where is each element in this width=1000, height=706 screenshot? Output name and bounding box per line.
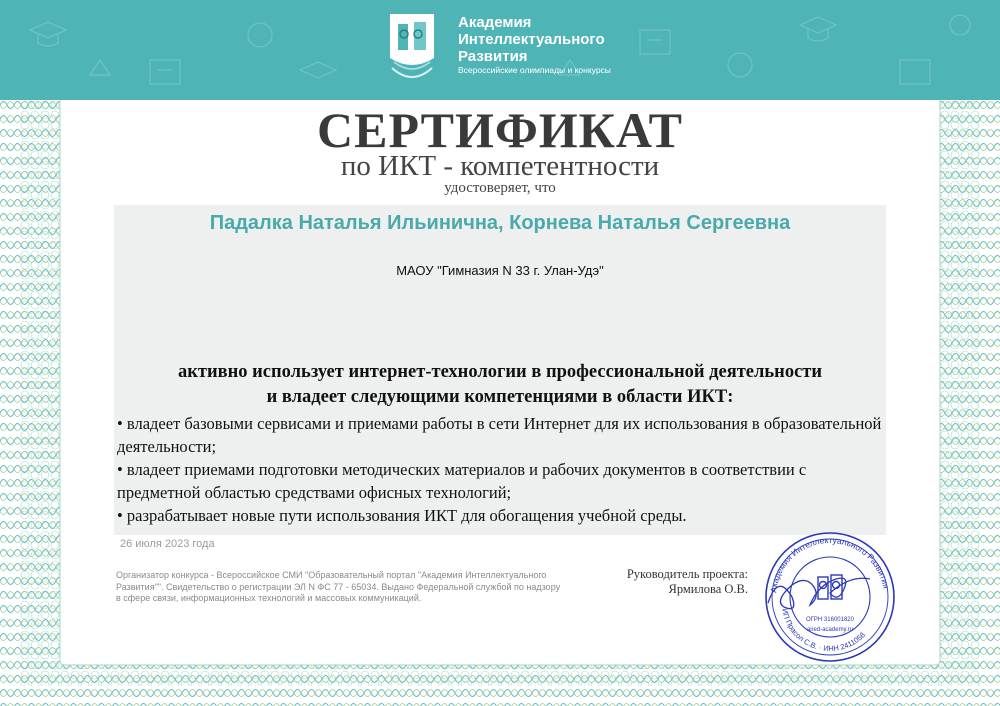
header-band	[0, 0, 1000, 100]
recipient-names: Падалка Наталья Ильинична, Корнева Наталья Сергеевна	[209, 212, 791, 234]
stamp-ogrn: ОГРН 316001820	[806, 617, 854, 623]
competency-item: • владеет базовыми сервисами и приемами работы в сети Интернет для их использования в образовательной деятельности;	[117, 414, 882, 456]
official-stamp	[760, 525, 900, 665]
certifies-text: удостоверяет, что	[444, 180, 556, 196]
stamp-ring-bottom-text: ИП Прасол С.В. · ИНН 2411058	[780, 607, 868, 654]
brand-tagline: Всероссийские олимпиады и конкурсы	[458, 65, 611, 75]
project-leader	[560, 567, 748, 597]
brand-name-line-1: Академия	[458, 14, 532, 31]
leader-name: Ярмилова О.В.	[668, 582, 748, 596]
competency-list	[117, 412, 883, 527]
stamp-ring-top-text: Академия Интеллектуального Развития	[768, 534, 892, 594]
organizer-note: Организатор конкурса - Всероссийское СМИ "Образовательный портал "Академия Интеллектуального Развития"". Свидетельство о регистрации ЭЛ N ФС 77 - 65034. Выдано Федеральной службой по надзору в сфере связи, информационных технологий и массовых коммуникаций.	[116, 570, 561, 603]
statement-line-2: и владеет следующими компетенциями в области ИКТ:	[266, 387, 734, 407]
competency-item: • владеет приемами подготовки методических материалов и рабочих документов в соответствии с предметной областью средствами офисных технологий;	[117, 460, 807, 502]
stamp-ring-top	[768, 535, 891, 593]
brand-block	[458, 14, 611, 76]
stamp-site: aired-academy.ru	[806, 627, 854, 633]
issue-date: 26 июля 2023 года	[120, 538, 215, 550]
recipient-organization: МАОУ "Гимназия N 33 г. Улан-Удэ"	[396, 263, 604, 278]
leader-role: Руководитель проекта:	[626, 567, 748, 581]
signature-icon	[768, 578, 870, 609]
brand-name-line-2: Интеллектуального	[458, 31, 605, 48]
statement-line-1: активно использует интернет-технологии в профессиональной деятельности	[177, 362, 823, 382]
competency-item: • разрабатывает новые пути использования ИКТ для обогащения учебной среды.	[117, 506, 687, 525]
certificate-subtitle: по ИКТ - компетентности	[340, 150, 660, 182]
certificate-title: СЕРТИФИКАТ	[316, 102, 683, 158]
brand-name-line-3: Развития	[458, 48, 528, 65]
competency-statement	[114, 360, 886, 410]
academy-logo-icon	[384, 10, 440, 86]
